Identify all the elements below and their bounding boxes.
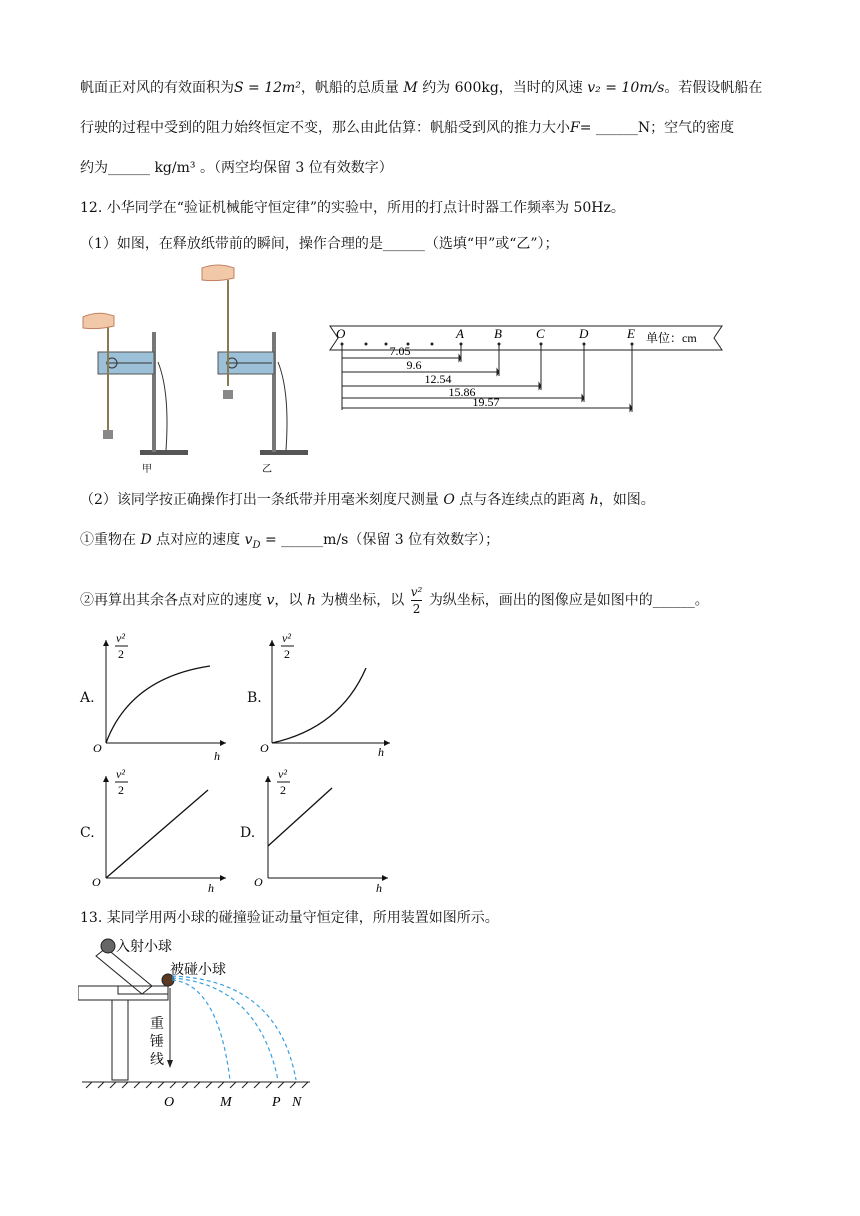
label-target-ball: 被碰小球 bbox=[170, 963, 226, 978]
q13-title: 13. 某同学用两小球的碰撞验证动量守恒定律，所用装置如图所示。 bbox=[80, 910, 499, 926]
text: 约为 600kg，当时的风速 bbox=[422, 80, 583, 96]
text: 。若假设帆船在 bbox=[664, 80, 763, 96]
point-C: C bbox=[536, 326, 545, 341]
axis-x-B: h bbox=[378, 745, 384, 759]
axis-y-num-B: v² bbox=[282, 631, 291, 645]
graph-D bbox=[268, 776, 388, 878]
axis-y-den-B: 2 bbox=[284, 647, 290, 661]
text: 行驶的过程中受到的阻力始终恒定不变，那么由此估算：帆船受到风的推力大小 bbox=[80, 120, 570, 136]
ground bbox=[82, 1082, 310, 1088]
point-E: E bbox=[627, 326, 635, 341]
label-incident-ball: 入射小球 bbox=[116, 940, 172, 955]
origin-C: O bbox=[92, 875, 101, 889]
point-O: O bbox=[336, 326, 346, 341]
paper-tape-figure bbox=[322, 320, 728, 416]
q12-part1: （1）如图，在释放纸带前的瞬间，操作合理的是______（选填“甲”或“乙”）； bbox=[80, 236, 559, 252]
wind-speed-expr: v₂ = 10m/s bbox=[587, 80, 665, 96]
fraction-v2-over-2 bbox=[411, 584, 423, 617]
text: ，以 bbox=[274, 592, 303, 609]
dist-OB: 9.6 bbox=[406, 358, 422, 372]
ground-P: P bbox=[272, 1095, 281, 1110]
point-D: D bbox=[579, 326, 589, 341]
text: 为横坐标，以 bbox=[320, 592, 405, 609]
incident-ball bbox=[101, 939, 115, 953]
q11-line-3: 约为______ kg/m³ 。（两空均保留 3 位有效数字） bbox=[80, 160, 393, 176]
point-B: B bbox=[494, 326, 502, 341]
point-A: A bbox=[456, 326, 464, 341]
var-O: O bbox=[443, 492, 455, 508]
axis-y-num-D: v² bbox=[278, 767, 287, 781]
q11-line-1 bbox=[80, 78, 762, 98]
text: 点与各连续点的距离 bbox=[459, 492, 586, 508]
ground-M: M bbox=[220, 1095, 232, 1110]
text: 为纵坐标，画出的图像应是如图中的______。 bbox=[428, 592, 709, 609]
collision-apparatus-figure bbox=[78, 934, 328, 1114]
axis-x-C: h bbox=[208, 881, 214, 895]
force-var: F bbox=[570, 120, 580, 136]
text: ①重物在 bbox=[80, 532, 136, 548]
apparatus-jia bbox=[83, 313, 188, 475]
q12-part2 bbox=[80, 490, 655, 510]
plumb-char-2: 锤 bbox=[150, 1035, 164, 1050]
text: 点对应的速度 bbox=[156, 532, 241, 548]
subscript-D: D bbox=[252, 539, 261, 551]
text: 帆面正对风的有效面积为 bbox=[80, 80, 234, 96]
mass-var: M bbox=[403, 80, 418, 96]
trajectories bbox=[172, 976, 296, 1080]
text: ②再算出其余各点对应的速度 bbox=[80, 592, 262, 609]
distance-labels bbox=[390, 344, 500, 409]
ground-N: N bbox=[292, 1095, 302, 1110]
graph-labels bbox=[92, 631, 384, 895]
q11-line-2 bbox=[80, 118, 734, 138]
axis-y-den-A: 2 bbox=[118, 647, 124, 661]
option-B-label: B. bbox=[247, 690, 262, 706]
axis-x-A: h bbox=[214, 749, 220, 763]
axis-y-num-A: v² bbox=[116, 631, 125, 645]
origin-A: O bbox=[93, 741, 102, 755]
text: （2）该同学按正确操作打出一条纸带并用毫米刻度尺测量 bbox=[80, 492, 439, 508]
option-A-label: A. bbox=[80, 690, 95, 706]
fraction-denominator: 2 bbox=[412, 602, 421, 616]
q12-title: 12. 小华同学在“验证机械能守恒定律”的实验中，所用的打点计时器工作频率为 50Hz。 bbox=[80, 200, 625, 216]
area-expr: S = 12m² bbox=[234, 80, 301, 96]
var-h: h bbox=[306, 592, 316, 609]
origin-B: O bbox=[260, 741, 269, 755]
axis-x-D: h bbox=[376, 881, 382, 895]
text: = ______N；空气的密度 bbox=[579, 120, 735, 136]
tape-unit: 单位：cm bbox=[646, 331, 697, 345]
fraction-numerator: v² bbox=[410, 585, 423, 599]
graph-C bbox=[106, 776, 226, 878]
tape-point-labels bbox=[336, 326, 635, 341]
axis-y-den-D: 2 bbox=[280, 783, 286, 797]
origin-D: O bbox=[254, 875, 263, 889]
var-h: h bbox=[589, 492, 599, 508]
dist-OC: 12.54 bbox=[424, 372, 452, 386]
label-jia: 甲 bbox=[142, 464, 152, 475]
q12-sub1 bbox=[80, 530, 499, 556]
dist-OD: 15.86 bbox=[448, 385, 476, 399]
ground-point-labels bbox=[164, 1095, 302, 1110]
tape-points bbox=[341, 343, 634, 346]
q12-sub2 bbox=[80, 584, 709, 617]
text: = ______m/s（保留 3 位有效数字）； bbox=[265, 532, 500, 548]
axis-y-den-C: 2 bbox=[118, 783, 124, 797]
plumb-char-1: 重 bbox=[150, 1017, 164, 1032]
apparatus-yi bbox=[202, 265, 308, 475]
option-graphs bbox=[90, 628, 400, 898]
var-D: D bbox=[140, 532, 152, 548]
graph-A bbox=[106, 640, 226, 743]
text: ，帆船的总质量 bbox=[300, 80, 399, 96]
option-C-label: C. bbox=[80, 825, 95, 841]
var-v: v bbox=[244, 532, 253, 548]
ground-O: O bbox=[164, 1095, 175, 1110]
text: ，如图。 bbox=[598, 492, 655, 508]
apparatus-figure bbox=[78, 262, 310, 480]
var-v: v bbox=[266, 592, 275, 609]
dist-OA: 7.05 bbox=[389, 344, 411, 358]
option-D-label: D. bbox=[240, 825, 256, 841]
plumb-line-label bbox=[150, 1016, 164, 1068]
dist-OE: 19.57 bbox=[472, 395, 500, 409]
axis-y-num-C: v² bbox=[116, 767, 125, 781]
plumb-char-3: 线 bbox=[150, 1053, 164, 1068]
label-yi: 乙 bbox=[262, 464, 272, 475]
